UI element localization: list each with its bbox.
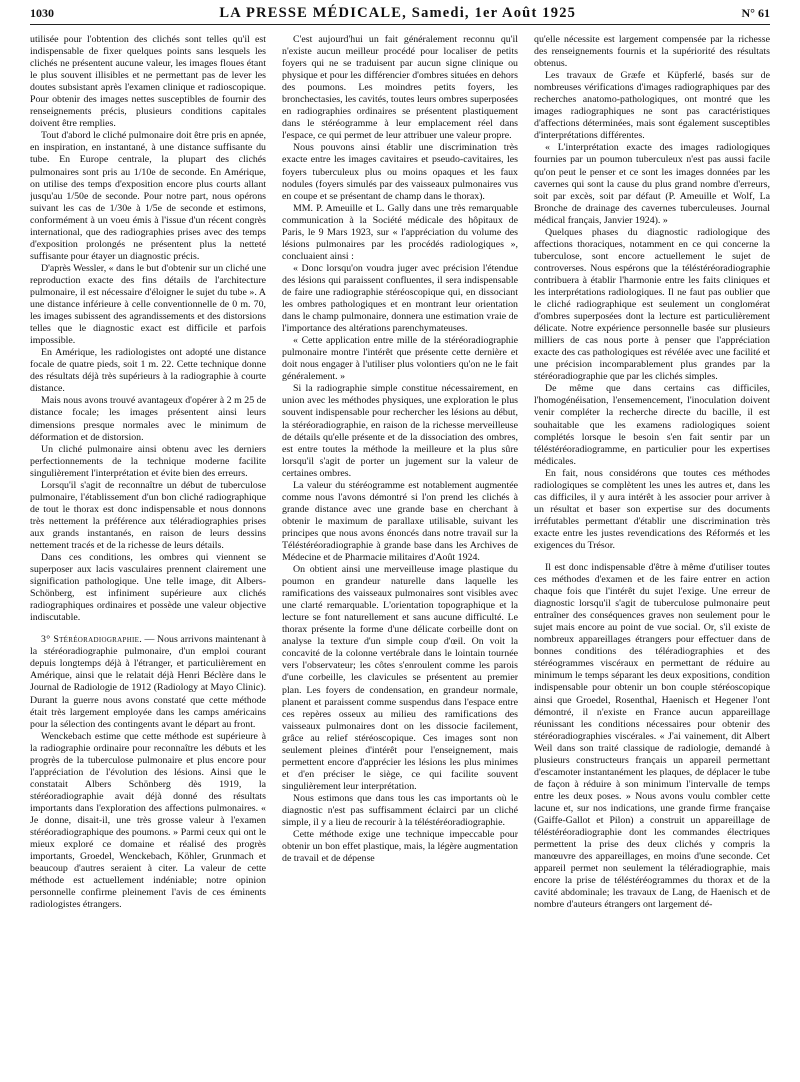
paragraph: qu'elle nécessite est largement compensée par la richesse des renseignements fournis et la supériorité des résultats obtenus. [534, 34, 770, 70]
column-middle [282, 34, 518, 1076]
column-right [534, 34, 770, 1076]
paragraph: On obtient ainsi une merveilleuse image plastique du poumon en grandeur naturelle dans laquelle les ramifications des vaisseaux pulmonaires sont visibles avec une clarté remarquable. L'orientation topographique et la lecture se font naturellement et sans aucune difficulté. Le thorax présente la forme d'une délicate corbeille dont on analyse la texture d'un simple coup d'œil. On voit la concavité de la colonne vertébrale dans le lointain tournée vers l'observateur; les côtes s'enroulent comme les parois d'une corbeille, les clavicules se présentent au premier plan. Les foyers de condensation, en grandeur normale, planent et paraissent comme suspendus dans l'espace entre ces repères osseux au milieu des ramifications des vaisseaux pulmonaires dont on les dissocie facilement, grâce au relief stéréoscopique. Ces images sont non seulement pleines d'intérêt pour l'enseignement, mais permettent encore d'apprécier les lésions les plus minimes et d'en préciser le siège, ce qui facilite souvent singulièrement leur interprétation. [282, 564, 518, 792]
section-paragraph [30, 634, 266, 730]
paragraph: En fait, nous considérons que toutes ces méthodes radiologiques se complètent les unes les autres et, dans les cas difficiles, il y aura intérêt à les associer pour arriver à un résultat et baser son expertise sur des documents irréfutables permettant d'établir une discrimination très exacte entre les justes revendications des Réformés et les exigences du Trésor. [534, 467, 770, 551]
paragraph: Nous pouvons ainsi établir une discrimination très exacte entre les images cavitaires et pseudo-cavitaires, les foyers tuberculeux plus ou moins opaques et les faux nodules (foyers simulés par des vaisseaux pulmonaires vus en coupe et se présentant de champ dans le thorax). [282, 142, 518, 202]
paragraph: C'est aujourd'hui un fait généralement reconnu qu'il n'existe aucun meilleur procédé pour localiser de petits foyers qui ne se traduisent par aucun signe clinique ou physique et pour les différencier d'ombres situées en dehors des poumons. Les moindres petits foyers, les bronchectasies, les cavités, toutes leurs ombres superposées en radiographies ordinaires se présentent plastiquement dans le stéréogramme à leur emplacement réel dans l'espace, ce qui permet de leur attribuer une valeur propre. [282, 34, 518, 142]
paragraph: Dans ces conditions, les ombres qui viennent se superposer aux lacis vasculaires prennent clairement une signification pathologique. Une telle image, dit Albers-Schönberg, est infiniment supérieure aux clichés radiographiques ordinaires et possède une valeur objective indiscutable. [30, 552, 266, 624]
paragraph: Mais nous avons trouvé avantageux d'opérer à 2 m 25 de distance focale; les images présentent ainsi leurs dimensions presque normales avec le minimum de déformation et de distorsion. [30, 395, 266, 443]
page-number: 1030 [30, 5, 54, 20]
paragraph: « Cette application entre mille de la stéréoradiographie pulmonaire montre l'intérêt que présente cette dernière et doit nous engager à l'utiliser plus volontiers qu'on ne le fait généralement. » [282, 335, 518, 383]
paragraph: « L'interprétation exacte des images radiologiques fournies par un poumon tuberculeux n'est pas aussi facile qu'on peut le penser et ce sont les images données par les cavernes qui sont la cause du plus grand nombre d'erreurs, soit par excès, soit par défaut (P. Ameuille et Wolf, La Bronche de drainage des cavernes tuberculeuses. Journal médical français, Janvier 1924). » [534, 142, 770, 226]
paragraph: utilisée pour l'obtention des clichés sont telles qu'il est indispensable de fixer quelques points sans lesquels les clichés ne présentent aucune valeur, les images floues étant le plus souvent illisibles et ne permettant pas de lever les doutes subsistant après l'examen clinique et radioscopique. Pour obtenir des images nettes susceptibles de fournir des renseignements précis, plusieurs conditions capitales doivent être remplies. [30, 34, 266, 130]
paragraph: Tout d'abord le cliché pulmonaire doit être pris en apnée, en inspiration, en instantané, à une distance suffisante du tube. En Europe centrale, la plupart des clichés pulmonaires sont pris au 1/10e de seconde. En Amérique, on utilise des temps d'exposition encore plus courts allant jusqu'au 1/50e de seconde. Pour notre part, nous opérons suivant les cas de 1/30e à 1/5e de seconde et estimons, conformément à un voeu émis à l'issue d'un récent congrès international, que des radiographies prises avec des temps d'exposition prolongés ne présentent plus la netteté suffisante pour étayer un diagnostic précis. [30, 130, 266, 262]
section-text: — Nous arrivons maintenant à la stéréoradiographie pulmonaire, d'un emploi courant depuis longtemps déjà à l'étranger, et particulièrement en Amérique, ainsi que le relatait déjà Henri Béclère dans le Journal de Radiologie de 1912 (Radiology at Mayo Clinic). Durant la guerre nous avons constaté que cette méthode était très largement employée dans les camps américains pour la sélection des contingents avant le départ au front. [30, 634, 266, 730]
page-header [30, 2, 770, 25]
paragraph: De même que dans certains cas difficiles, l'homogénéisation, l'ensemencement, l'inoculation doivent venir compléter la recherche directe du bacille, il est souhaitable que les examens radiologiques soient complétés lorsque le besoin s'en fait sentir par un téléstéréoradiogramme, en particulier pour les expertises médicales. [534, 383, 770, 467]
paragraph: Nous estimons que dans tous les cas importants où le diagnostic n'est pas suffisamment éclairci par un cliché simple, il y a lieu de recourir à la téléstéréoradiographie. [282, 792, 518, 829]
paragraph: Il est donc indispensable d'être à même d'utiliser toutes ces méthodes d'examen et de les faire entrer en action chaque fois que l'intérêt du sujet l'exige. Une erreur de diagnostic lorsqu'il s'agit de tuberculose pulmonaire peut entraîner des conséquences graves non seulement pour le sujet mais encore au point de vue social. Or, s'il existe de nombreux appareillages étrangers pour effectuer dans de bonnes conditions des téléradiographies et des stéréogrammes viscéraux en permettant de réduire au minimum le temps séparant les deux expositions, condition indispensable pour obtenir un bon couple stéréoscopique ainsi que Groedel, Rosenthal, Haenisch et Hegener l'ont démontré, il n'existe en France aucun appareillage réunissant les conditions nécessaires pour obtenir des stéréoradiographies viscérales. « J'ai vainement, dit Albert Weil dans son traité classique de radiologie, demandé à plusieurs constructeurs français un appareil permettant d'escamoter instantanément les plaques, de déplacer le tube de façon à réduire à son minimum l'intervalle de temps entre les deux poses. » Nous avons voulu combler cette lacune et, sur nos indications, une grande firme française (Gaiffe-Gallot et Pilon) a construit un appareillage de téléstéréoradiographie dont les commandes électriques permettent la prise des deux clichés y compris la manœuvre des appareillages, en moins d'une seconde. Cet appareil permet non seulement la téléradiographie, mais encore la prise de téléstéréogrammes du thorax et de la cavité abdominale; les travaux de Lang, de Haenisch et de nombre d'auteurs étrangers ont largement dé- [534, 562, 770, 911]
paragraph: Lorsqu'il s'agit de reconnaître un début de tuberculose pulmonaire, l'établissement d'un bon cliché radiographique de tout le thorax est donc indispensable et nous donnons très nettement la préférence aux téléradiographies prises aux grands instantanés, en raison de leurs dessins nettement tracés et de la richesse de leurs détails. [30, 479, 266, 551]
paragraph: Si la radiographie simple constitue nécessairement, en union avec les méthodes physiques, une exploration le plus souvent indispensable pour rechercher les lésions au début, la stéréoradiographie, en raison de la richesse merveilleuse de détails qu'elle présente et de la dissociation des ombres, est entre toutes la méthode la meilleure et la plus sûre lorsqu'il s'agit de porter un jugement sur la valeur de certaines ombres. [282, 383, 518, 479]
paragraph: Quelques phases du diagnostic radiologique des affections thoraciques, notamment en ce qui concerne la tuberculose, sont encore actuellement le sujet de controverses. Nous espérons que la téléstéréoradiographie contribuera à établir l'harmonie entre les faits cliniques et les interprétations radiologiques. Il ne faut pas oublier que le cliché radiographique est seulement un conglomérat d'ombres superposées dont la lecture est particulièrement délicate. Notre expérience personnelle basée sur plusieurs milliers de cas nous porte à penser que l'appréciation exacte des cas pathologiques est révélée avec une facilité et une précision incomparablement plus grandes par la stéréoradiographie que par les clichés simples. [534, 226, 770, 383]
paragraph: Un cliché pulmonaire ainsi obtenu avec les derniers perfectionnements de la technique moderne facilite singulièrement l'interprétation et évite bien des erreurs. [30, 443, 266, 479]
paragraph: La valeur du stéréogramme est notablement augmentée comme nous l'avons démontré si l'on prend les clichés à grande distance avec une grande base en cherchant à obtenir le maximum de parallaxe utilisable, suivant les principes que nous avons énoncés dans notre travail sur la Téléstéréoradiographie à grande base dans les Archives de Médecine et de Pharmacie militaires d'Août 1924. [282, 479, 518, 564]
paragraph: MM. P. Ameuille et L. Gally dans une très remarquable communication à la Société médicale des hôpitaux de Paris, le 9 Mars 1923, sur « l'appréciation du volume des lésions pulmonaires par les procédés radiologiques », concluaient ainsi : [282, 202, 518, 262]
paragraph: « Donc lorsqu'on voudra juger avec précision l'étendue des lésions qui paraissent confluentes, il sera indispensable de faire une radiographie stéréoscopique qui, en dissociant les ombres pathologiques et en montrant leur orientation dans le champ pulmonaire, donnera une estimation vraie de l'importance des altérations parenchymateuses. [282, 262, 518, 335]
section-heading: 3° Stéréoradiographie. [41, 634, 143, 646]
article-body [30, 34, 770, 1076]
paragraph: En Amérique, les radiologistes ont adopté une distance focale de quatre pieds, soit 1 m. 22. Cette technique donne des résultats déjà très supérieurs à la radiographie à courte distance. [30, 347, 266, 395]
paragraph: Les travaux de Græfe et Küpferlé, basés sur de nombreuses vérifications d'images radiographiques par des recherches anatomo-pathologiques, ont montré que les images radiographiques ne sont pas caractéristiques d'affections déterminées, mais sont également susceptibles d'interprétations différentes. [534, 70, 770, 142]
paragraph: Cette méthode exige une technique impeccable pour obtenir un bon effet plastique, mais, la légère augmentation de travail et de dépense [282, 829, 518, 865]
paragraph: Wenckebach estime que cette méthode est supérieure à la radiographie ordinaire pour reconnaître les débuts et les progrès de la tuberculose pulmonaire et plus encore pour l'appréciation de l'évolution des lésions. Ainsi que le constatait Albers Schönberg dès 1919, la stéréoradiographie avait déjà donné des résultats importants dans l'exploration des affections pulmonaires. « Je donne, disait-il, une très grosse valeur à l'examen stéréoradiographique des poumons. » Parmi ceux qui ont le mieux exploré ce domaine et réalisé des progrès importants, Groedel, Wenckebach, Köhler, Grunmach et beaucoup d'autres seraient à citer. La valeur de cette méthode est actuellement indéniable; notre opinion personnelle confirme pleinement l'avis de ces éminents radiologistes étrangers. [30, 730, 266, 911]
paragraph: D'après Wessler, « dans le but d'obtenir sur un cliché une reproduction exacte des fins détails de l'architecture pulmonaire, il est nécessaire d'éloigner le sujet du tube ». A une distance inférieure à celle conventionnelle de 0 m. 70, les images subissent des agrandissements et des distorsions telles que le diagnostic exact est difficile et parfois impossible. [30, 262, 266, 347]
issue-number: N° 61 [741, 5, 770, 20]
column-left [30, 34, 266, 1076]
journal-title: LA PRESSE MÉDICALE, Samedi, 1er Août 1925 [219, 4, 577, 21]
